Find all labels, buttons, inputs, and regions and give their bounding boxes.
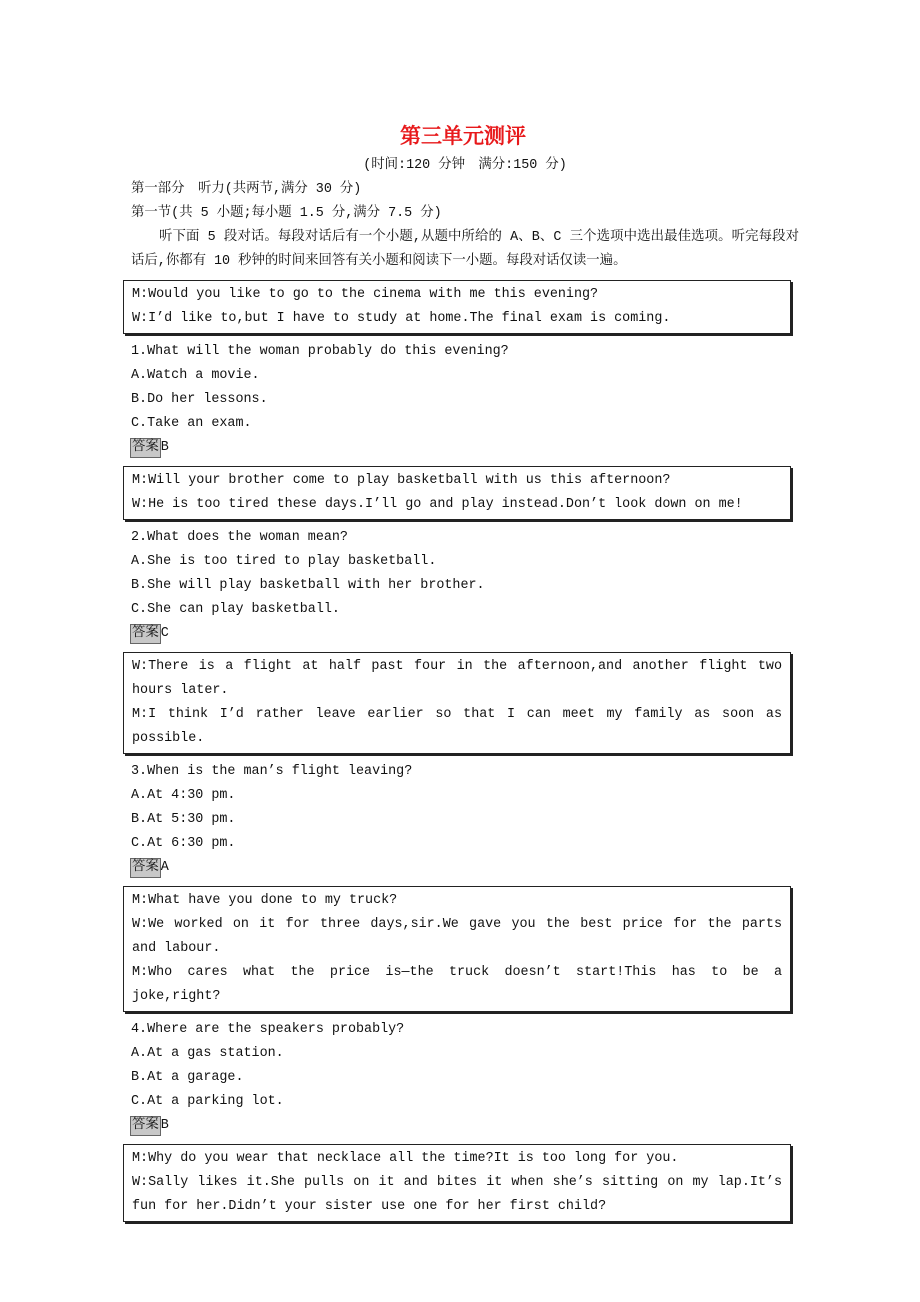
dialog-box (123, 466, 791, 520)
answer-value: B (160, 1118, 169, 1133)
instructions: 听下面 5 段对话。每段对话后有一个小题,从题中所给的 A、B、C 三个选项中选出最佳选项。听完每段对话后,你都有 10 秒钟的时间来回答有关小题和阅读下一小题。每段对话仅读一遍。 (131, 230, 799, 269)
dialog-line: W:Sally likes it.She pulls on it and bites it when she’s sitting on my lap.It’s fun for her.Didn’t your sister use one for her first child? (132, 1175, 782, 1214)
answer-row (131, 436, 799, 460)
question-text: 4.Where are the speakers probably? (131, 1022, 405, 1037)
document-content (131, 118, 799, 1228)
answer-option: B.At 5:30 pm. (131, 812, 236, 827)
dialog-line: M:I think I’d rather leave earlier so that I can meet my family as soon as possible. (132, 707, 782, 746)
answer-option: A.She is too tired to play basketball. (131, 554, 437, 569)
answer-option: B.She will play basketball with her brother. (131, 578, 485, 593)
answer-label: 答案 (130, 1116, 161, 1136)
exam-info: (时间:120 分钟 满分:150 分) (363, 158, 567, 173)
answer-option: A.At 4:30 pm. (131, 788, 236, 803)
answer-option: B.Do her lessons. (131, 392, 268, 407)
dialog-line: M:Who cares what the price is—the truck doesn’t start!This has to be a joke,right? (132, 965, 782, 1004)
answer-row (131, 1114, 799, 1138)
dialog-line: M:Why do you wear that necklace all the time?It is too long for you. (132, 1151, 679, 1166)
answer-label: 答案 (130, 858, 161, 878)
dialog-line: M:Would you like to go to the cinema with me this evening? (132, 287, 599, 302)
dialog-line: W:He is too tired these days.I’ll go and play instead.Don’t look down on me! (132, 497, 743, 512)
answer-option: B.At a garage. (131, 1070, 244, 1085)
question-list (131, 280, 799, 1222)
dialog-line: M:What have you done to my truck? (132, 893, 398, 908)
part-heading: 第一部分 听力(共两节,满分 30 分) (131, 182, 362, 197)
question-text: 3.When is the man’s flight leaving? (131, 764, 413, 779)
section-heading: 第一节(共 5 小题;每小题 1.5 分,满分 7.5 分) (131, 206, 442, 221)
answer-value: B (160, 440, 169, 455)
answer-row (131, 856, 799, 880)
answer-value: A (160, 860, 169, 875)
answer-option: A.Watch a movie. (131, 368, 260, 383)
answer-option: C.At 6:30 pm. (131, 836, 236, 851)
answer-option: A.At a gas station. (131, 1046, 284, 1061)
dialog-line: M:Will your brother come to play basketball with us this afternoon? (132, 473, 671, 488)
answer-option: C.At a parking lot. (131, 1094, 284, 1109)
dialog-line: W:We worked on it for three days,sir.We gave you the best price for the parts and labour. (132, 917, 782, 956)
answer-row (131, 622, 799, 646)
dialog-box (123, 886, 791, 1012)
dialog-box (123, 280, 791, 334)
dialog-box (123, 652, 791, 754)
dialog-line: W:There is a flight at half past four in the afternoon,and another flight two hours later. (132, 659, 782, 698)
answer-option: C.Take an exam. (131, 416, 252, 431)
question-text: 2.What does the woman mean? (131, 530, 348, 545)
dialog-box (123, 1144, 791, 1222)
answer-option: C.She can play basketball. (131, 602, 340, 617)
answer-label: 答案 (130, 624, 161, 644)
question-text: 1.What will the woman probably do this evening? (131, 344, 509, 359)
dialog-line: W:I’d like to,but I have to study at home.The final exam is coming. (132, 311, 671, 326)
answer-label: 答案 (130, 438, 161, 458)
answer-value: C (160, 626, 169, 641)
page-title: 第三单元测评 (400, 123, 526, 148)
